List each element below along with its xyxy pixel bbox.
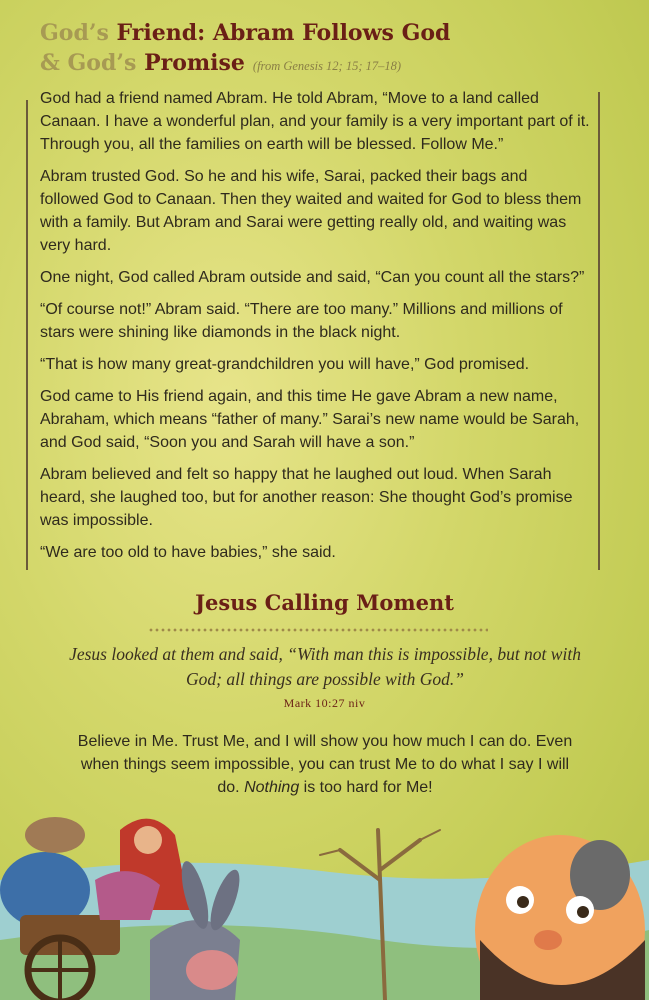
story-paragraph: “Of course not!” Abram said. “There are too many.” Millions and millions of stars were shining like diamonds in the black night. (40, 301, 563, 341)
story-paragraph: God came to His friend again, and this time He gave Abram a new name, Abraham, which means “father of many.” Sarai’s new name would be Sarah, and God said, “Soon you and Sarah will have a son.” (40, 388, 580, 451)
story-paragraph: One night, God called Abram outside and said, “Can you count all the stars?” (40, 269, 585, 286)
story-paragraph: Abram trusted God. So he and his wife, Sarai, packed their bags and followed God to Canaan. Then they waited and waited for God to bless them with a family. But Abram and Sarai were getting really old, and waiting was very hard. (40, 168, 582, 254)
right-margin-rule (598, 92, 600, 570)
devotion-emphasis: Nothing (244, 779, 300, 796)
title-line-2 (40, 48, 620, 81)
abraham-figure (475, 835, 645, 1000)
story-paragraph: God had a friend named Abram. He told Abram, “Move to a land called Canaan. I have a wonderful plan, and your family is a very important part of it. Through you, all the families on earth will be blessed. Follow Me.” (40, 90, 590, 153)
bible-verse: Jesus looked at them and said, “With man this is impossible, but not with God; all things are possible with God.” (69, 644, 581, 689)
title-text-1: Friend: Abram Follows God (108, 20, 451, 46)
title-prefix-2: & God’s (40, 50, 137, 76)
abraham-journey-illustration (0, 790, 649, 1000)
story-paragraph: “That is how many great-grandchildren you will have,” God promised. (40, 356, 530, 373)
title-text-2: Promise (136, 50, 245, 76)
devotion-text (70, 730, 580, 799)
devotion-text-end: is too hard for Me! (299, 779, 433, 796)
story-paragraph: Abram believed and felt so happy that he laughed out loud. When Sarah heard, she laughed too, but for another reason: She thought God’s promise was impossible. (40, 466, 573, 529)
moment-heading: Jesus Calling Moment (195, 590, 454, 615)
devotion-text-start: Believe in Me. Trust Me, and I will show you how much I can do. Even when things seem impossible, you can trust Me to do what I say I will do. (77, 733, 573, 796)
scripture-reference: (from Genesis 12; 15; 17–18) (252, 59, 402, 73)
story-body (40, 87, 590, 573)
verse-reference: Mark 10:27 niv (283, 696, 366, 710)
dotted-divider (148, 628, 488, 632)
title-line-1 (40, 18, 620, 48)
story-paragraph: “We are too old to have babies,” she said. (40, 544, 336, 561)
title-prefix-1: God’s (40, 20, 109, 46)
left-margin-rule (26, 100, 28, 570)
page-title (40, 18, 620, 81)
